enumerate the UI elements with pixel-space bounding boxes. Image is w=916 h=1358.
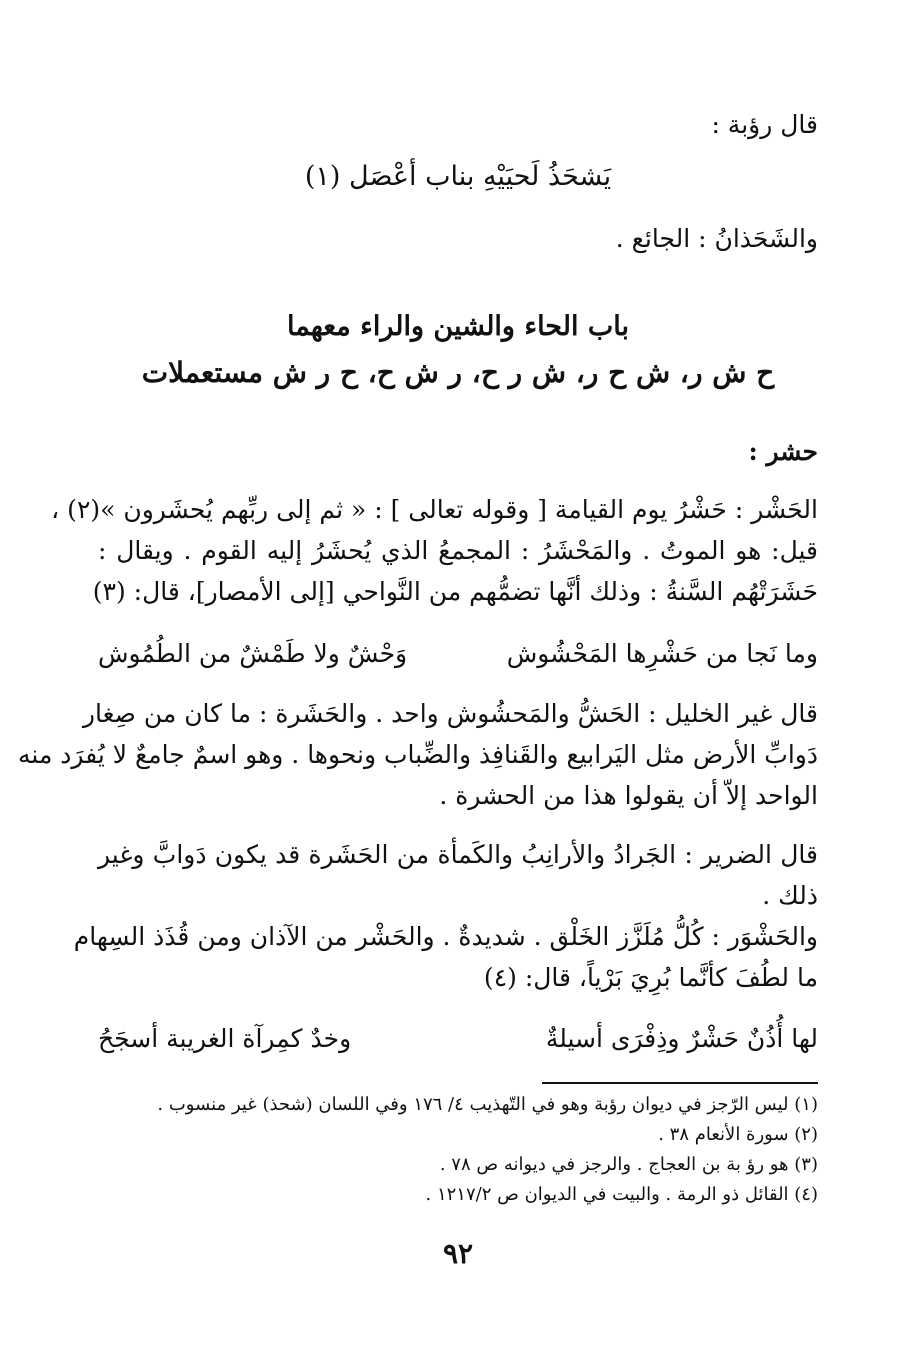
footnote: (٤) القائل ذو الرمة . والبيت في الديوان ص ١٢١٧/٢ . <box>425 1184 818 1205</box>
chapter-subtitle: ح ش ر، ش ح ر، ش ر ح، ر ش ح، ح ر ش مستعملات <box>141 356 775 389</box>
intro-line: قال رؤبة : <box>711 110 818 139</box>
footnote-divider <box>542 1082 818 1084</box>
verse-hemistich: وَحْشٌ ولا طَمْشٌ من الطُمُوش <box>98 639 408 668</box>
intro-verse: يَشحَذُ لَحيَيْهِ بناب أعْصَل (١) <box>304 161 612 192</box>
verse <box>98 1022 818 1056</box>
chapter-title: باب الحاء والشين والراء معهما <box>286 311 630 342</box>
paragraph-line: ذلك . <box>762 881 818 910</box>
page-number: ٩٢ <box>442 1237 474 1270</box>
footnote: (١) ليس الرّجز في ديوان رؤبة وهو في التّهذيب ٤/ ١٧٦ وفي اللسان (شحذ) غير منسوب . <box>157 1094 818 1115</box>
paragraph-line: والحَشْوَر : كُلُّ مُلَزَّز الخَلْق . شديدةٌ . والحَشْر من الآذان ومن قُذَذ السِهام <box>73 922 818 951</box>
entry-headword: حشر : <box>748 437 818 466</box>
paragraph-line: دَوابِّ الأرض مثل اليَرابيع والقَنافِذ والضِّباب ونحوها . وهو اسمٌ جامعٌ لا يُفرَد منه <box>18 740 818 769</box>
footnote: (٣) هو رؤ بة بن العجاج . والرجز في ديوانه ص ٧٨ . <box>439 1154 818 1175</box>
verse-hemistich: لها أُذُنٌ حَشْرٌ وذِفْرَى أسيلةٌ <box>545 1024 818 1053</box>
paragraph-line: حَشَرَتْهُم السَّنةُ : وذلك أنَّها تضمُّهم من النَّواحي [إلى الأمصار]، قال: (٣) <box>92 577 818 606</box>
paragraph-line: قال الضرير : الجَرادُ والأرانِبُ والكَمأة من الحَشَرة قد يكون دَوابَّ وغير <box>98 840 818 869</box>
footnote: (٢) سورة الأنعام ٣٨ . <box>658 1124 818 1145</box>
intro-gloss: والشَحَذانُ : الجائع . <box>615 224 818 253</box>
verse-hemistich: وما نَجا من حَشْرِها المَحْشُوش <box>506 639 818 668</box>
paragraph-line: الحَشْر : حَشْرُ يوم القيامة [ وقوله تعالى ] : « ثم إلى ربِّهم يُحشَرون »(٢) ، <box>51 495 818 524</box>
verse-hemistich: وخدٌ كمِرآة الغريبة أسجَحُ <box>98 1024 352 1053</box>
paragraph-line: قال غير الخليل : الحَشُّ والمَحشُوش واحد . والحَشَرة : ما كان من صِغار <box>82 699 818 728</box>
verse <box>98 637 818 671</box>
paragraph-line: ما لطُفَ كأنَّما بُرِيَ بَرْياً، قال: (٤) <box>483 963 818 992</box>
paragraph-line: الواحد إلاّ أن يقولوا هذا من الحشرة . <box>439 781 818 810</box>
paragraph-line: قيل: هو الموتُ . والمَحْشَرُ : المجمعُ الذي يُحشَرُ إليه القوم . ويقال : <box>98 536 818 565</box>
